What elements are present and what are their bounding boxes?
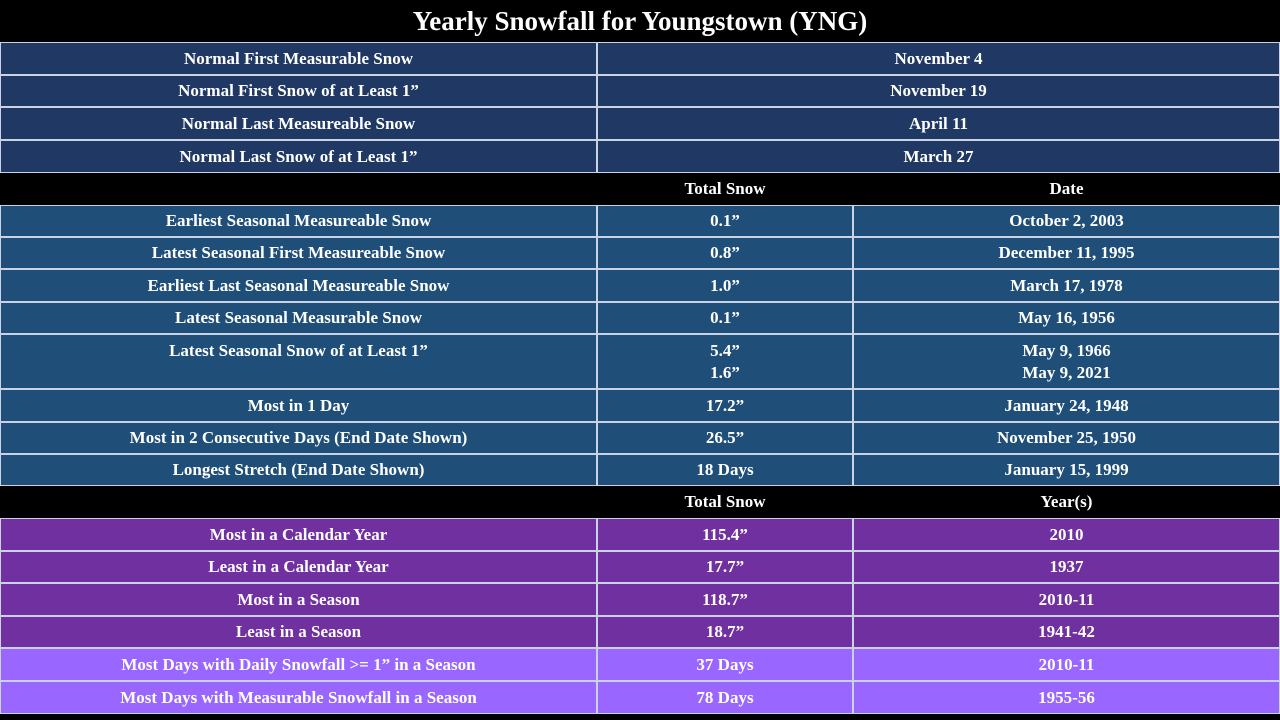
table-cell-label: Most in a Season <box>0 583 597 616</box>
header-blank <box>0 486 597 518</box>
table-cell-total: 37 Days <box>597 648 853 681</box>
header-total-snow: Total Snow <box>597 173 853 205</box>
table-cell-year: 2010 <box>853 518 1280 551</box>
table-cell-label: Latest Seasonal First Measureable Snow <box>0 237 597 269</box>
table-cell-label: Earliest Last Seasonal Measureable Snow <box>0 269 597 302</box>
table-cell-label: Least in a Calendar Year <box>0 551 597 583</box>
total-1: 5.4” <box>710 340 740 360</box>
table-cell-label: Most Days with Daily Snowfall >= 1” in a Season <box>0 648 597 681</box>
table-cell-label: Earliest Seasonal Measureable Snow <box>0 205 597 237</box>
total-2: 1.6” <box>710 362 740 382</box>
table-cell-date: November 25, 1950 <box>853 422 1280 454</box>
table-cell-date: January 15, 1999 <box>853 454 1280 486</box>
table-cell-year: 2010-11 <box>853 648 1280 681</box>
table-cell-total: 18.7” <box>597 616 853 648</box>
table-cell-label: Most Days with Measurable Snowfall in a Season <box>0 681 597 714</box>
table-cell-label: Most in a Calendar Year <box>0 518 597 551</box>
normals-table <box>0 42 1280 173</box>
table-cell-total: 0.1” <box>597 302 853 334</box>
table-cell-total: 26.5” <box>597 422 853 454</box>
table-cell-total: 118.7” <box>597 583 853 616</box>
table-cell-total <box>597 334 853 389</box>
table-cell-total: 17.2” <box>597 389 853 422</box>
table-cell-total: 78 Days <box>597 681 853 714</box>
table-cell-label: Normal Last Snow of at Least 1” <box>0 140 597 173</box>
table-cell-label: Longest Stretch (End Date Shown) <box>0 454 597 486</box>
table-cell-value: March 27 <box>597 140 1280 173</box>
table-cell-year: 1941-42 <box>853 616 1280 648</box>
totals-header <box>0 486 1280 518</box>
records-table <box>0 205 1280 486</box>
table-cell-date: October 2, 2003 <box>853 205 1280 237</box>
header-date: Date <box>853 173 1280 205</box>
table-cell-value: November 19 <box>597 75 1280 107</box>
table-cell-year: 2010-11 <box>853 583 1280 616</box>
table-cell-total: 1.0” <box>597 269 853 302</box>
totals-table <box>0 518 1280 648</box>
table-cell-label: Normal Last Measureable Snow <box>0 107 597 140</box>
table-cell-label <box>0 334 597 389</box>
header-total-snow: Total Snow <box>597 486 853 518</box>
table-cell-label: Normal First Snow of at Least 1” <box>0 75 597 107</box>
date-1: May 9, 1966 <box>1022 340 1111 360</box>
table-cell-date: May 16, 1956 <box>853 302 1280 334</box>
header-years: Year(s) <box>853 486 1280 518</box>
days-table <box>0 648 1280 714</box>
table-cell-label: Normal First Measurable Snow <box>0 42 597 75</box>
table-cell-value: November 4 <box>597 42 1280 75</box>
table-cell-date: December 11, 1995 <box>853 237 1280 269</box>
table-cell-total: 18 Days <box>597 454 853 486</box>
page-title: Yearly Snowfall for Youngstown (YNG) <box>0 0 1280 42</box>
table-cell-date <box>853 334 1280 389</box>
table-cell-total: 115.4” <box>597 518 853 551</box>
table-cell-label: Least in a Season <box>0 616 597 648</box>
records-header <box>0 173 1280 205</box>
table-cell-date: January 24, 1948 <box>853 389 1280 422</box>
label-text: Latest Seasonal Snow of at Least 1” <box>169 341 428 360</box>
table-cell-year: 1955-56 <box>853 681 1280 714</box>
table-cell-year: 1937 <box>853 551 1280 583</box>
table-cell-total: 0.8” <box>597 237 853 269</box>
date-2: May 9, 2021 <box>1022 362 1111 382</box>
table-cell-label: Most in 1 Day <box>0 389 597 422</box>
table-cell-label: Latest Seasonal Measurable Snow <box>0 302 597 334</box>
table-cell-value: April 11 <box>597 107 1280 140</box>
table-cell-total: 17.7” <box>597 551 853 583</box>
table-cell-total: 0.1” <box>597 205 853 237</box>
header-blank <box>0 173 597 205</box>
table-cell-date: March 17, 1978 <box>853 269 1280 302</box>
table-cell-label: Most in 2 Consecutive Days (End Date Shown) <box>0 422 597 454</box>
